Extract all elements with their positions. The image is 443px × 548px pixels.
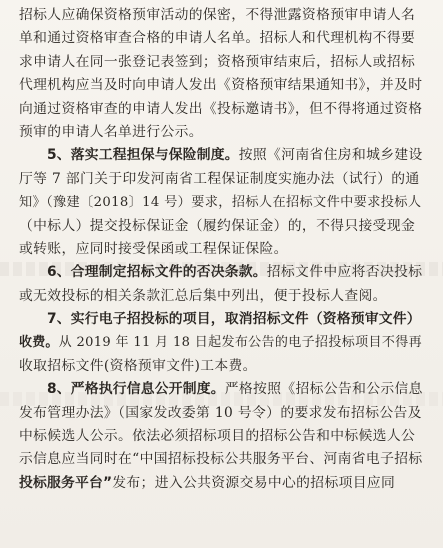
line-text: 招标人应确保资格预审活动的保密，不得泄露资格预审申请人名 xyxy=(19,7,416,23)
text-line xyxy=(19,4,423,27)
line-text: 单和通过资格审查合格的申请人名单。招标人和代理机构不得要 xyxy=(19,30,416,47)
text-line xyxy=(19,27,423,50)
text-line xyxy=(19,425,423,448)
line-text: 按照《河南省住房和城乡建设 xyxy=(238,147,423,164)
section-heading: 5、落实工程担保与保险制度。 xyxy=(47,147,239,164)
section-heading-line xyxy=(19,261,423,284)
line-text: 中标候选人公示。依法必须招标项目的招标公告和中标候选人公 xyxy=(19,428,416,445)
text-line xyxy=(19,74,423,97)
text-line xyxy=(19,448,423,471)
line-text: 发布；进入公共资源交易中心的招标项目应同 xyxy=(112,474,396,491)
line-text: 知》（豫建〔2018〕14 号）要求，招标人在招标文件中要求投标人 xyxy=(19,195,422,211)
section-heading-line xyxy=(19,308,423,331)
section-heading: 投标服务平台” xyxy=(19,474,113,491)
line-text: 或转账，应同时接受保函或工程保证保险。 xyxy=(19,240,288,257)
line-text: （中标人）提交投标保证金（履约保证金）的，不得只接受现金 xyxy=(19,217,416,234)
section-heading-line xyxy=(19,144,423,167)
text-line xyxy=(19,285,423,308)
section-heading: 8、严格执行信息公开制度。 xyxy=(47,381,225,398)
line-text: 向通过资格审查的申请人发出《投标邀请书》，但不得将通过资格 xyxy=(19,100,423,117)
line-text: 求申请人在同一张登记表签到；资格预审结束后，招标人或招标 xyxy=(19,53,416,70)
text-line xyxy=(19,51,423,74)
section-heading: 7、实行电子招投标的项目，取消招标文件（资格预审文件） xyxy=(47,311,421,328)
text-line xyxy=(19,355,423,378)
text-line xyxy=(19,331,423,354)
line-text: 发布管理办法》（国家发改委第 10 号令）的要求发布招标公告及 xyxy=(19,404,422,421)
section-heading-line xyxy=(19,378,423,401)
text-line xyxy=(19,402,423,425)
text-line xyxy=(19,215,423,238)
line-text: 预审的申请人名单进行公示。 xyxy=(19,123,203,140)
text-line xyxy=(19,121,423,144)
section-heading: 收费。 xyxy=(19,335,59,351)
document-body xyxy=(19,4,423,495)
section-heading: 6、合理制定招标文件的否决条款。 xyxy=(47,264,267,281)
text-line xyxy=(19,191,423,214)
line-text: 示信息应当同时在“中国招标投标公共服务平台、河南省电子招标 xyxy=(19,451,423,468)
line-text: 代理机构应当及时向申请人发出《资格预审结果通知书》，并及时 xyxy=(19,77,423,94)
line-text: 从 2019 年 11 月 18 日起发布公告的电子招投标项目不得再 xyxy=(58,335,422,351)
text-line xyxy=(19,472,423,495)
text-line xyxy=(19,168,423,191)
line-text: 厅等 7 部门关于印发河南省工程保证制度实施办法（试行）的通 xyxy=(19,170,420,187)
text-line xyxy=(19,238,423,261)
line-text: 或无效投标的相关条款汇总后集中列出，便于投标人查阅。 xyxy=(19,287,387,304)
line-text: 严格按照《招标公告和公示信息 xyxy=(224,381,423,398)
line-text: 招标文件中应将否决投标 xyxy=(266,264,423,281)
text-line xyxy=(19,98,423,121)
line-text: 收取招标文件(资格预审文件)工本费。 xyxy=(19,357,257,374)
